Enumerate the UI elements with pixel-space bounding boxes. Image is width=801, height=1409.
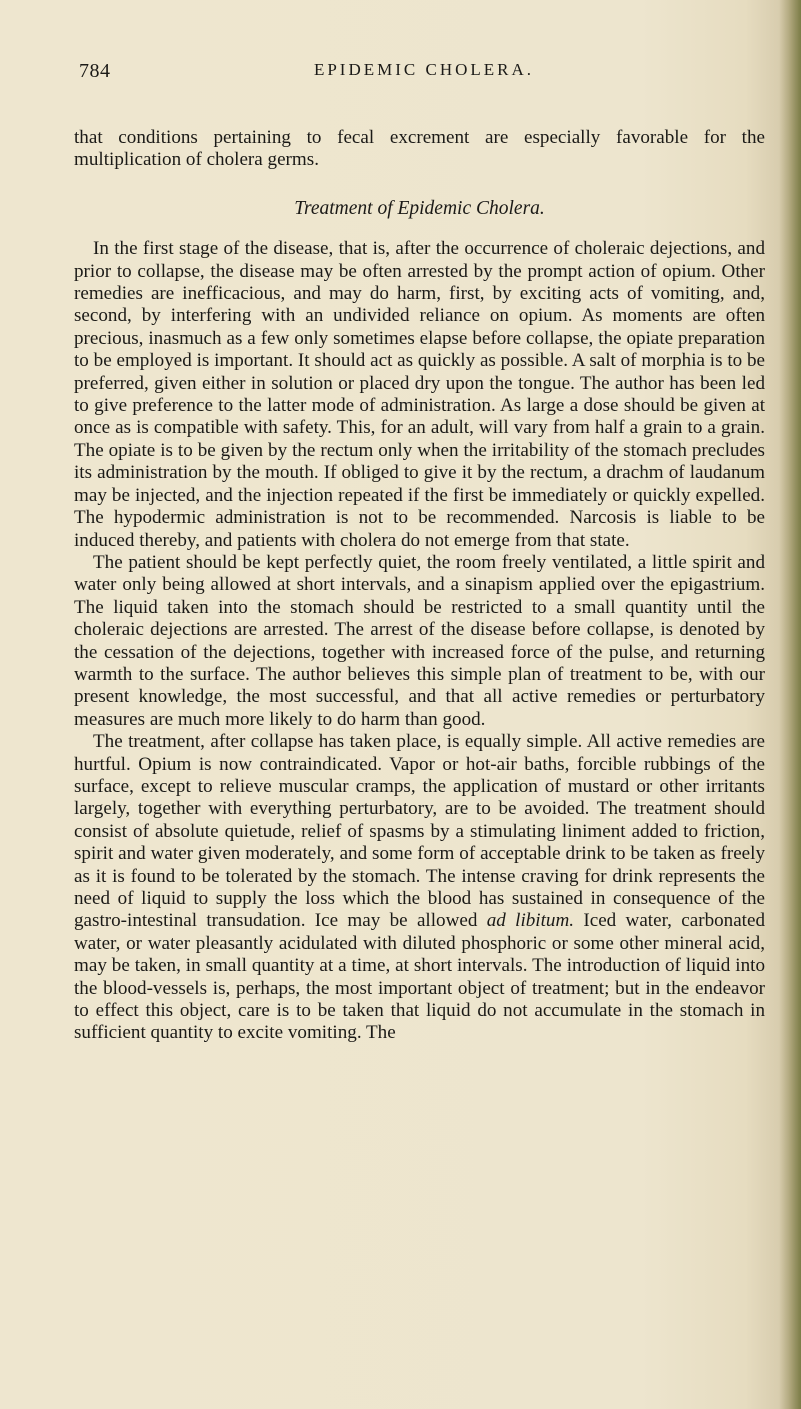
page-number: 784 <box>79 60 111 82</box>
paragraph-after-collapse-part-2: Iced water, carbonated water, or water pleasantly acidulated with diluted phosphoric or some other mineral acid, may be taken, in small quantity at a time, at short intervals. The introduction of liquid into the blood-vessels is, perhaps, the most important object of treatment; but in the endeavor to effect this object, care is to be taken that liquid do not accumulate in the stomach in sufficient quantity to excite vomiting. The <box>74 910 766 1044</box>
body-text <box>74 127 765 1045</box>
paragraph-first-stage: In the first stage of the disease, that is, after the occurrence of choleraic dejections, and prior to collapse, the disease may be often arrested by the prompt action of opium. Other remedies are inefficacious, and may do harm, first, by exciting acts of vomiting, and, second, by interfering with an undivided reliance on opium. As moments are often precious, inasmuch as a few only sometimes elapse before collapse, the opiate preparation to be employed is important. It should act as quickly as possible. A salt of morphia is to be preferred, given either in solution or placed dry upon the tongue. The author has been led to give preference to the latter mode of administration. As large a dose should be given at once as is compatible with safety. This, for an adult, will vary from half a grain to a grain. The opiate is to be given by the rectum only when the irritability of the stomach precludes its administration by the mouth. If obliged to give it by the rectum, a drachm of laudanum may be injected, and the injection repeated if the first be immediately or quickly expelled. The hypodermic administration is not to be recommended. Narcosis is liable to be induced thereby, and patients with cholera do not emerge from that state. <box>74 238 765 551</box>
latin-phrase-ad-libitum: ad libitum. <box>486 910 575 932</box>
running-head: EPIDEMIC CHOLERA. <box>313 60 535 79</box>
page-header <box>79 60 769 90</box>
paragraph-after-collapse <box>74 731 765 1045</box>
page-edge-shading <box>779 0 801 1409</box>
intro-paragraph: that conditions pertaining to fecal excrement are especially favorable for the multiplication of cholera germs. <box>74 127 765 171</box>
paragraph-after-collapse-part-1: The treatment, after collapse has taken place, is equally simple. All active remedies are hurtful. Opium is now contraindicated. Vapor or hot-air baths, forcible rubbings of the surface, except to relieve muscular cramps, the application of mustard or other irritants largely, together with everything perturbatory, are to be avoided. The treatment should consist of absolute quietude, relief of spasms by a stimulating liniment added to friction, spirit and water given moderately, and some form of acceptable drink to be taken as freely as it is found to be tolerated by the stomach. The intense craving for drink represents the need of liquid to supply the loss which the blood has sustained in consequence of the gastro-intestinal transudation. Ice may be allowed <box>74 731 765 932</box>
section-title: Treatment of Epidemic Cholera. <box>294 197 545 219</box>
paragraph-patient-care: The patient should be kept perfectly quiet, the room freely ventilated, a little spirit and water only being allowed at short intervals, and a sinapism applied over the epigastrium. The liquid taken into the stomach should be restricted to a small quantity until the choleraic dejections are arrested. The arrest of the disease before collapse, is denoted by the cessation of the dejections, together with increased force of the pulse, and returning warmth to the surface. The author believes this simple plan of treatment to be, with our present knowledge, the most successful, and that all active remedies or perturbatory measures are much more likely to do harm than good. <box>74 551 765 730</box>
